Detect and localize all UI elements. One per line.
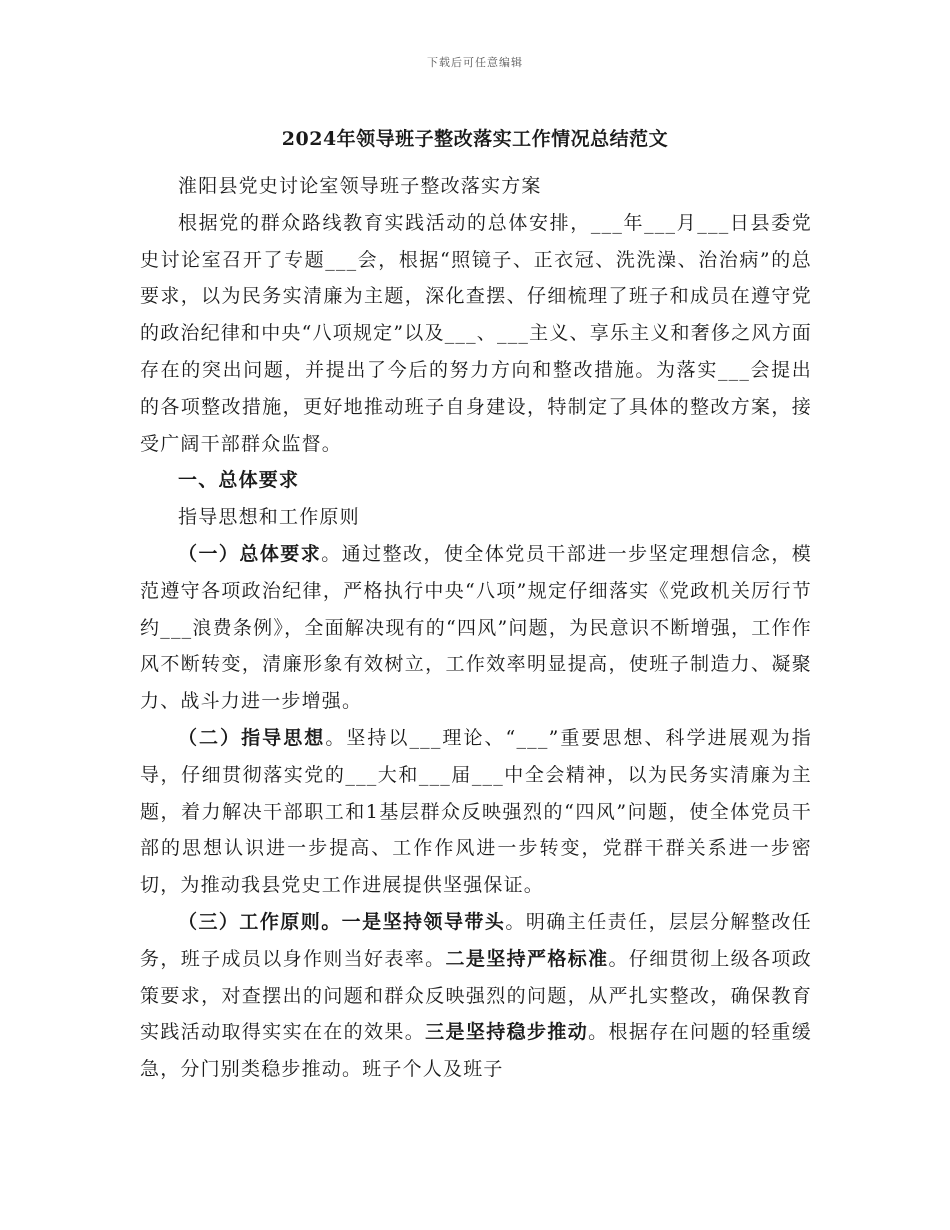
paragraph-text: 。坚持以___理论、“___”重要思想、科学进展观为指导，仔细贯彻落实党的___大和___届___中全会精神，以为民务实清廉为主题，着力解决干部职工和1基层群众反映强烈的“四风”问题，使全体党员干部的思想认识进一步提高、工作作风进一步转变，党群干群关系进一步密切，为推动我县党史工作进展提供坚强保证。	[140, 726, 813, 897]
document-body	[140, 168, 812, 1088]
paragraph-overall-requirements	[140, 536, 812, 720]
paragraph-text: 。仔细贯彻上级各项政策要求，对查摆出的问题和群众反映强烈的问题，从严扎实整改，确保教育实践活动取得实实在在的效果。	[140, 947, 812, 1044]
paragraph-guiding-ideology	[140, 720, 812, 904]
paragraph-text: 。根据存在问题的轻重缓急，分门别类稳步推动。班子个人及班子	[140, 1021, 812, 1081]
paragraph-lead-bold: （二）指导思想	[178, 726, 326, 749]
document-title: 2024年领导班子整改落实工作情况总结范文	[281, 128, 669, 150]
section-heading-overall-requirements: 一、总体要求	[178, 469, 300, 492]
paragraph-lead-bold: （三）工作原则。一是坚持领导带头	[178, 910, 506, 933]
paragraph-text: 。明确主任责任，层层分解整改任务，班子成员以身作则当好表率。	[140, 910, 812, 970]
paragraph-text: 。通过整改，使全体党员干部进一步坚定理想信念，模范遵守各项政治纪律，严格执行中央“八项”规定仔细落实《党政机关厉行节约___浪费条例》，全面解决现有的“四风”问题，为民意识不断增强，工作作风不断转变，清廉形象有效树立，工作效率明显提高，使班子制造力、凝聚力、战斗力进一步增强。	[140, 542, 812, 713]
page-header-note: 下载后可任意编辑	[427, 56, 523, 69]
paragraph-lead-bold: （一）总体要求	[178, 542, 322, 565]
paragraph-work-principles	[140, 904, 812, 1088]
paragraph-intro: 根据党的群众路线教育实践活动的总体安排，___年___月___日县委党史讨论室召开了专题___会，根据“照镜子、正衣冠、洗洗澡、治治病”的总要求，以为民务实清廉为主题，深化查摆、仔细梳理了班子和成员在遵守党的政治纪律和中央“八项规定”以及___、___主义、享乐主义和奢侈之风方面存在的突出问题，并提出了今后的努力方向和整改措施。为落实___会提出的各项整改措施，更好地推动班子自身建设，特制定了具体的整改方案，接受广阔干部群众监督。	[140, 211, 812, 455]
paragraph-subtitle: 淮阳县党史讨论室领导班子整改落实方案	[178, 175, 542, 197]
paragraph-lead-bold: 二是坚持严格标准	[445, 947, 609, 970]
paragraph-guiding-principles-label: 指导思想和工作原则	[178, 506, 360, 529]
paragraph-lead-bold: 三是坚持稳步推动	[425, 1021, 589, 1044]
